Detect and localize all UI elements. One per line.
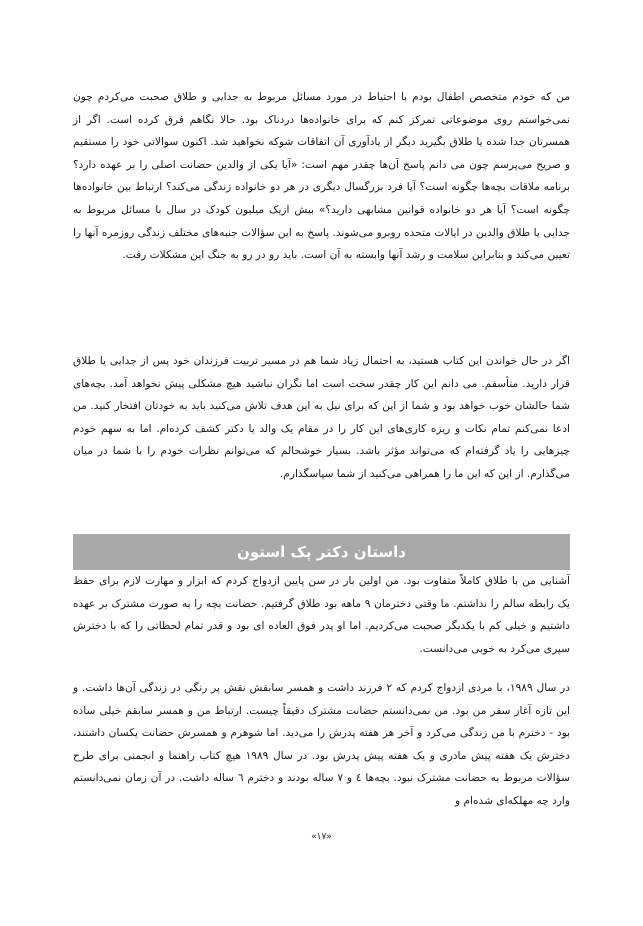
paragraph-intro: من که خودم متخصص اطفال بودم با احتیاط در مورد مسائل مربوط به جدایی و طلاق صحبت می‌کردم چون نمی‌خواستم روی موضوعاتی تمرکز کنم که برای خانواده‌ها دردناک بود. حالا نگاهم فرق کرده است. اگر از همسرتان جدا شده یا طلاق بگیرید دیگر از یادآوری آن اتفاقات شوکه نخواهید شد. اکنون سوالاتی خود را مستقیم و صریح می‌پرسم چون می دانم پاسخ آن‌ها چقدر مهم است: «آیا یکی از والدین حضانت اصلی را بر عهده دارد؟ برنامه ملاقات بچه‌ها چگونه است؟ آیا فرد بزرگسال دیگری در هر دو خانواده زندگی می‌کند؟ ارتباط بین خانواده‌ها چگونه است؟ آیا هر دو خانواده قوانین مشابهی دارید؟» بیش ازیک میلیون کودک در سال با مسائل مربوط به جدایی یا طلاق والدین در ایالات متحده روبرو می‌شوند. پاسخ به این سؤالات جنبه‌های مختلف زندگی روزمره آنها را تعیین می‌کند و بنابراین سلامت و رشد آنها وابسته به آن است. باید رو در رو به جنگ این مشکلات رفت. xyxy=(73,91,570,262)
section-heading: داستان دکتر پک استون xyxy=(73,534,570,570)
paragraph-story-second: در سال ۱۹۸۹، با مردی ازدواج کردم که ۲ فرزند داشت و همسر سابقش نقش پر رنگی در زندگی آن‌ها داشت. و این تازه آغاز سفر من بود. من نمی‌دانستم حضانت مشترک دقیقاً چیست. ارتباط من و همسر سابقم خیلی ساده بود - دخترم با من زندگی می‌کرد و آخر هر هفته پدرش را می‌دید. اما شوهرم و همسرش حضانت یکسان داشتند، دخترش یک هفته پیش مادری و یک هفته پیش پدرش بود. در سال ۱۹۸۹ هیچ کتاب راهنما و انجمنی برای طرح سؤالات مربوط به حضانت مشترک نبود. بچه‌ها ٤ و ۷ ساله بودند و دخترم ٦ ساله داشت. در آن زمان نمی‌دانستم وارد چه مهلکه‌ای شده‌ام و xyxy=(73,682,570,807)
paragraph-story-first: آشنایی من با طلاق کاملاً متفاوت بود. من اولین بار در سن پایین ازدواج کردم که ابزار و مهارت لازم برای حفظ یک رابطه سالم را نداشتم. ما وقتی دخترمان ۹ ماهه بود طلاق گرفتیم. حضانت بچه را به صورت مشترک بر عهده داشتیم و خیلی کم با یکدیگر صحبت می‌کردیم. اما او پدر فوق العاده ای بود و قدر تمام لحظاتی را که با دخترش سپری می‌کرد به خوبی می‌دانست. xyxy=(73,575,570,655)
page-number: «۱۷» xyxy=(311,832,332,842)
paragraph-reader-address: اگر در حال خواندن این کتاب هستید، به احتمال زیاد شما هم در مسیر تربیت فرزندان خود پس از جدایی یا طلاق قرار دارید. متأسفم. می دانم این کار چقدر سخت است اما نگران نباشید هیچ مشکلی پیش نخواهد آمد. بچه‌های شما حالشان خوب خواهد بود و شما از این که برای نیل به این هدف تلاش می‌کنید باید به خودتان افتخار کنید. من ادعا نمی‌کنم تمام نکات و ریزه کاری‌های این کار را در مقام یک والد یا دکتر کشف کرده‌ام. اما به سهم خودم چیزهایی را یاد گرفته‌ام که می‌تواند مؤثر باشد. بسیار خوشحالم که می‌توانم نظرات خودم را با شما در میان می‌گذارم. از این که این ما را همراهی می‌کنید از شما سپاسگذارم. xyxy=(73,355,570,480)
